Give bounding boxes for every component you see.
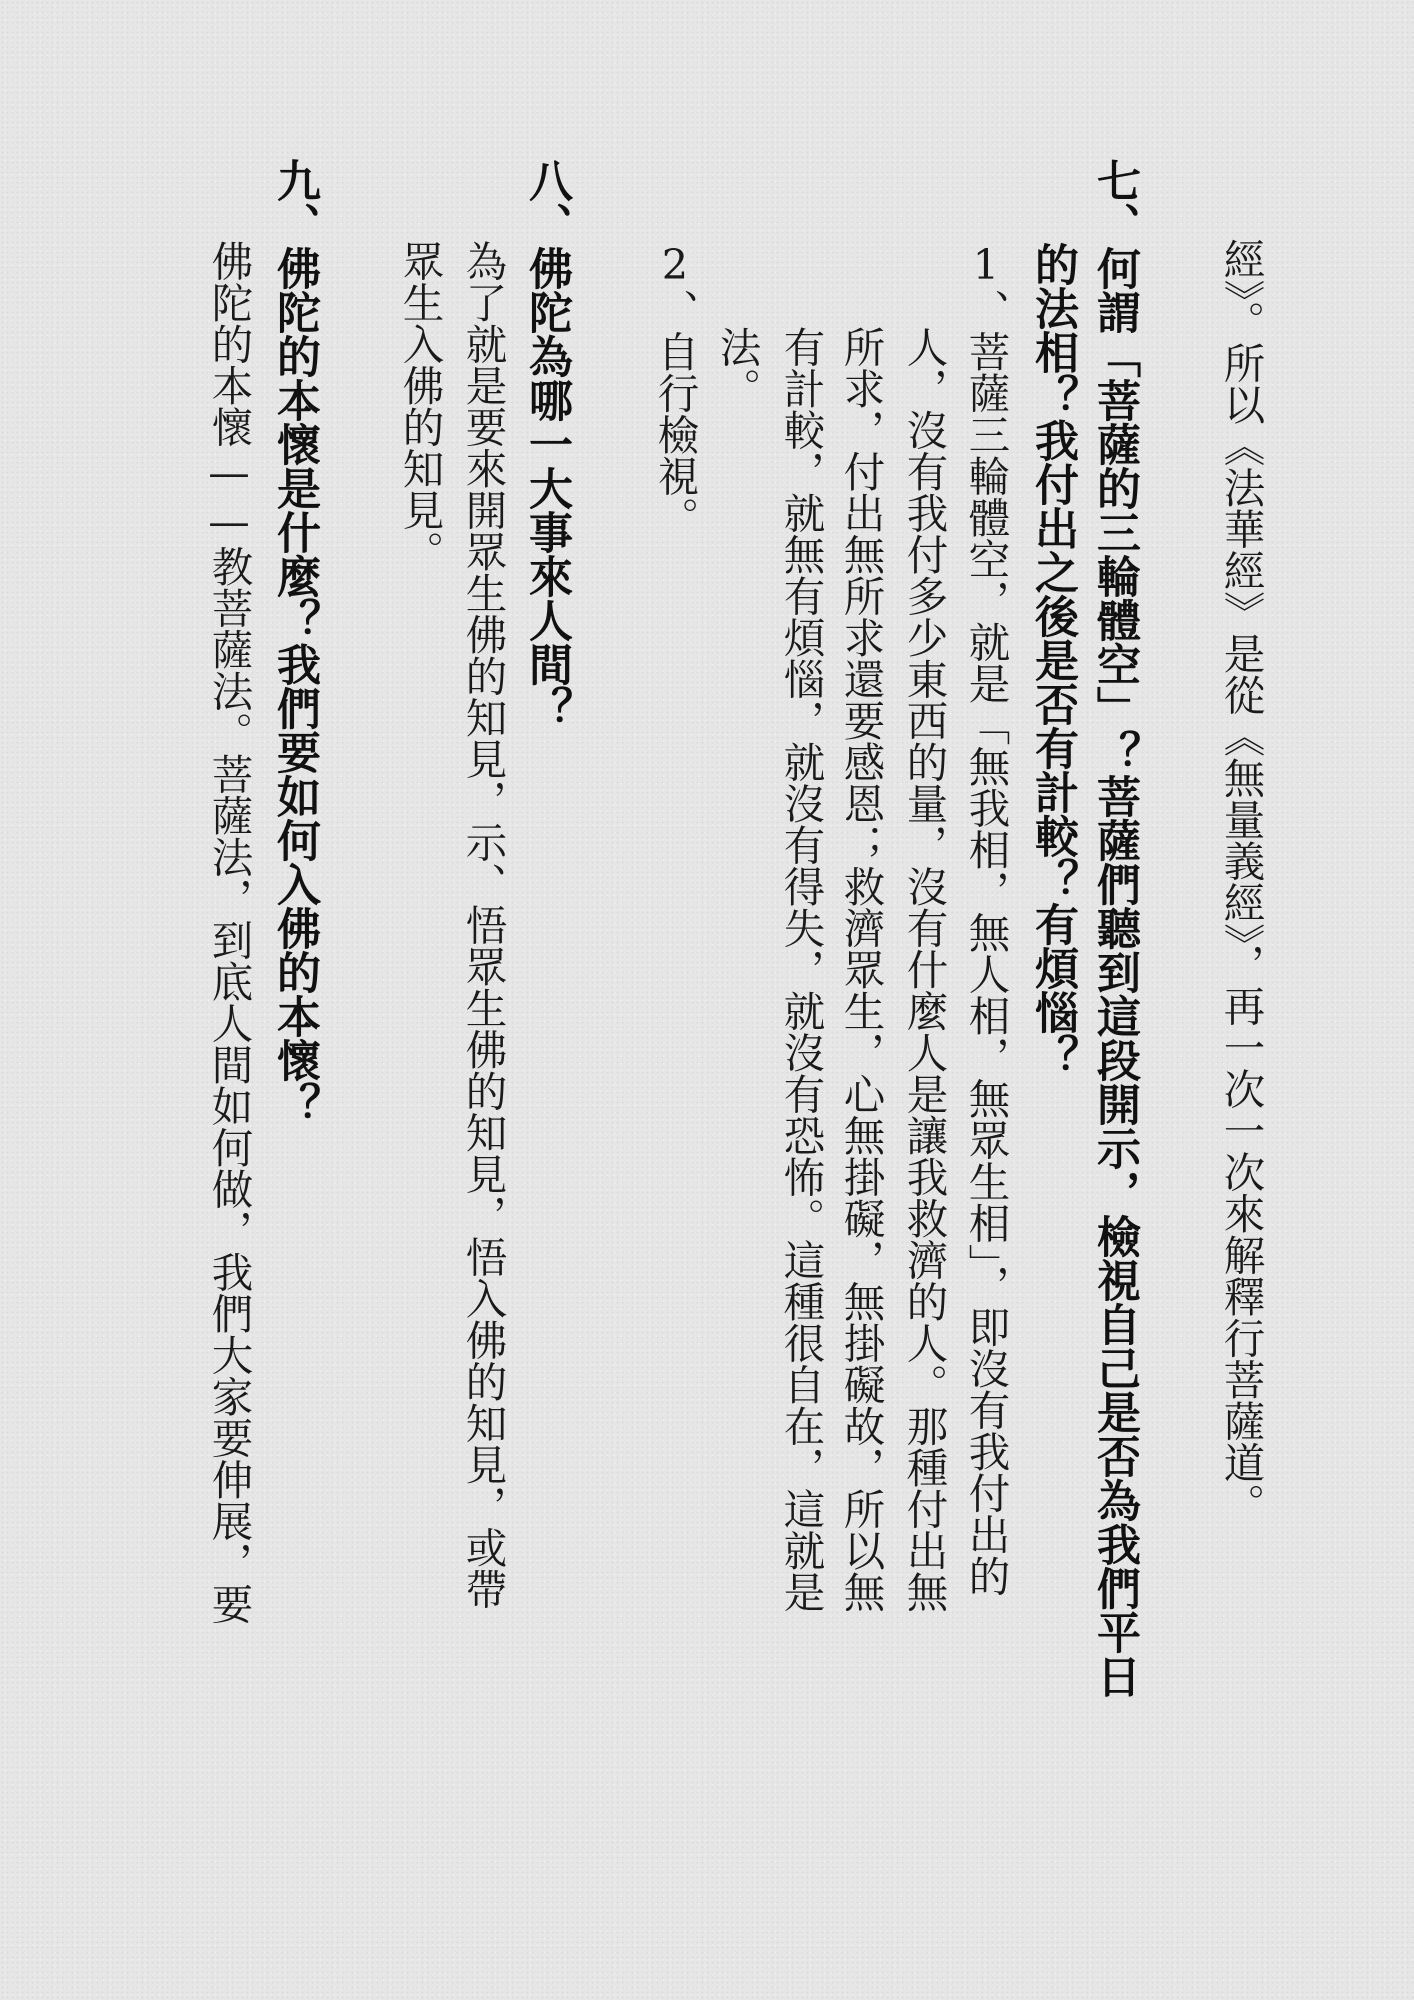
heading-nine: 九、佛陀的本懷是什麼？我們要如何入佛的本懷？ <box>269 158 320 1126</box>
section-nine-line-1: 佛陀的本懷——教菩薩法。菩薩法，到底人間如何做，我們大家要伸展，要 <box>204 240 254 1625</box>
item-1-line-5: 法。 <box>712 326 762 409</box>
item-2: 2、自行檢視。 <box>650 240 700 538</box>
item-1-line-2: 人，沒有我付多少東西的量，沒有什麼人是讓我救濟的人。那種付出無 <box>899 326 949 1613</box>
item-1-line-1: 1、菩薩三輪體空，就是「無我相，無人相，無眾生相」，即沒有我付出的 <box>961 240 1011 1597</box>
section-eight-line-2: 眾生入佛的知見。 <box>395 240 445 572</box>
item-1-line-4: 有計較，就無有煩惱，就沒有得失，就沒有恐怖。這種很自在，這就是 <box>776 326 826 1613</box>
heading-eight: 八、佛陀為哪一大事來人間？ <box>521 158 572 730</box>
heading-seven-line-2: 的法相？我付出之後是否有計較？有煩惱？ <box>1027 242 1078 1078</box>
heading-seven-line-1: 七、何謂「菩薩的三輪體空」？菩薩們聽到這段開示，檢視自己是否為我們平日 <box>1089 158 1140 1698</box>
section-eight-line-1: 為了就是要來開眾生佛的知見，示、悟眾生佛的知見，悟入佛的知見，或帶 <box>458 240 508 1610</box>
text-column-1: 經》。所以《法華經》是從《無量義經》，再一次一次來解釋行菩薩道。 <box>1216 238 1266 1525</box>
item-1-line-3: 所求，付出無所求還要感恩；救濟眾生，心無掛礙，無掛礙故，所以無 <box>836 326 886 1613</box>
